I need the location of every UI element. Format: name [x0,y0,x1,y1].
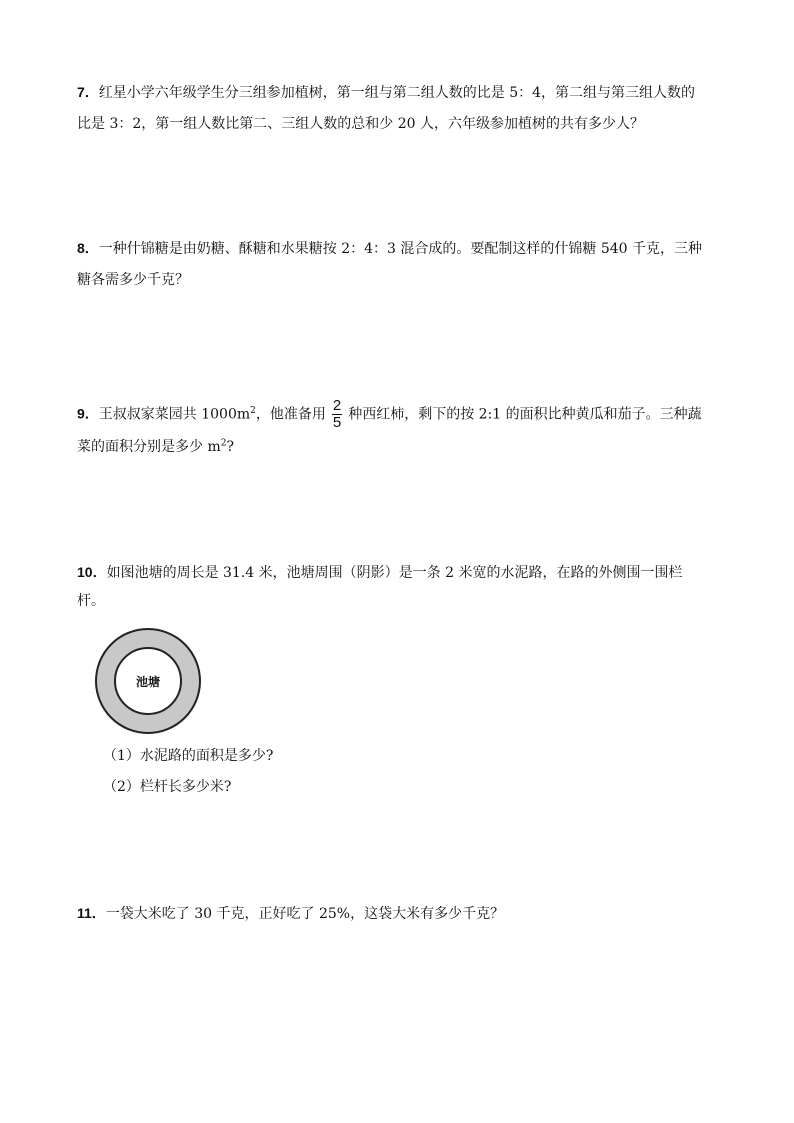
question-8-line-1 [77,238,702,259]
question-11-number: 11． [77,905,106,921]
question-10-text-2: 杆。 [77,593,105,609]
question-9-sup-1: 2 [250,405,256,416]
question-7-text-1: 红星小学六年级学生分三组参加植树，第一组与第二组人数的比是 5：4，第二组与第三组人数的 [98,85,696,101]
fraction-denominator: 5 [332,414,342,431]
question-9-text-2: 菜的面积分别是多少 m [77,439,221,455]
fraction-two-fifths [332,398,342,431]
fraction-numerator: 2 [332,397,342,414]
pond-label: 池塘 [135,675,161,689]
question-7-number: 7． [77,84,99,100]
question-9-line-2 [77,437,234,457]
question-10-sub-1: （1）水泥路的面积是多少? [103,748,274,764]
question-8-text-1: 一种什锦糖是由奶糖、酥糖和水果糖按 2：4：3 混合成的。要配制这样的什锦糖 540 千克，三种 [98,241,703,257]
question-9-text-1a: 王叔叔家菜园共 1000m [98,406,251,423]
question-9-text-2-end: ? [226,439,234,455]
question-7-line-1 [77,82,695,103]
question-10-number: 10． [77,564,107,580]
question-9-text-1c: 种西红柿，剩下的按 2:1 的面积比种黄瓜和茄子。三种蔬 [348,406,702,423]
question-8-text-2: 糖各需多少千克？ [77,272,189,288]
question-9-line-1 [77,398,702,431]
question-10-line-1 [77,562,682,583]
question-7-text-2: 比是 3：2，第一组人数比第二、三组人数的总和少 20 人，六年级参加植树的共有多少人？ [77,116,644,132]
question-9-sup-2: 2 [220,438,227,449]
question-8-number: 8． [77,240,99,256]
question-9-text-1b: ，他准备用 [255,406,326,423]
question-11-line-1 [77,903,504,924]
question-11-text-1: 一袋大米吃了 30 千克，正好吃了 25%，这袋大米有多少千克？ [105,906,505,922]
question-10-sub-2: （2）栏杆长多少米? [103,779,232,795]
question-10-text-1: 如图池塘的周长是 31.4 米，池塘周围（阴影）是一条 2 米宽的水泥路，在路的外侧围一围栏 [106,565,683,581]
pond-figure [94,627,202,735]
question-9-number: 9． [77,405,99,422]
